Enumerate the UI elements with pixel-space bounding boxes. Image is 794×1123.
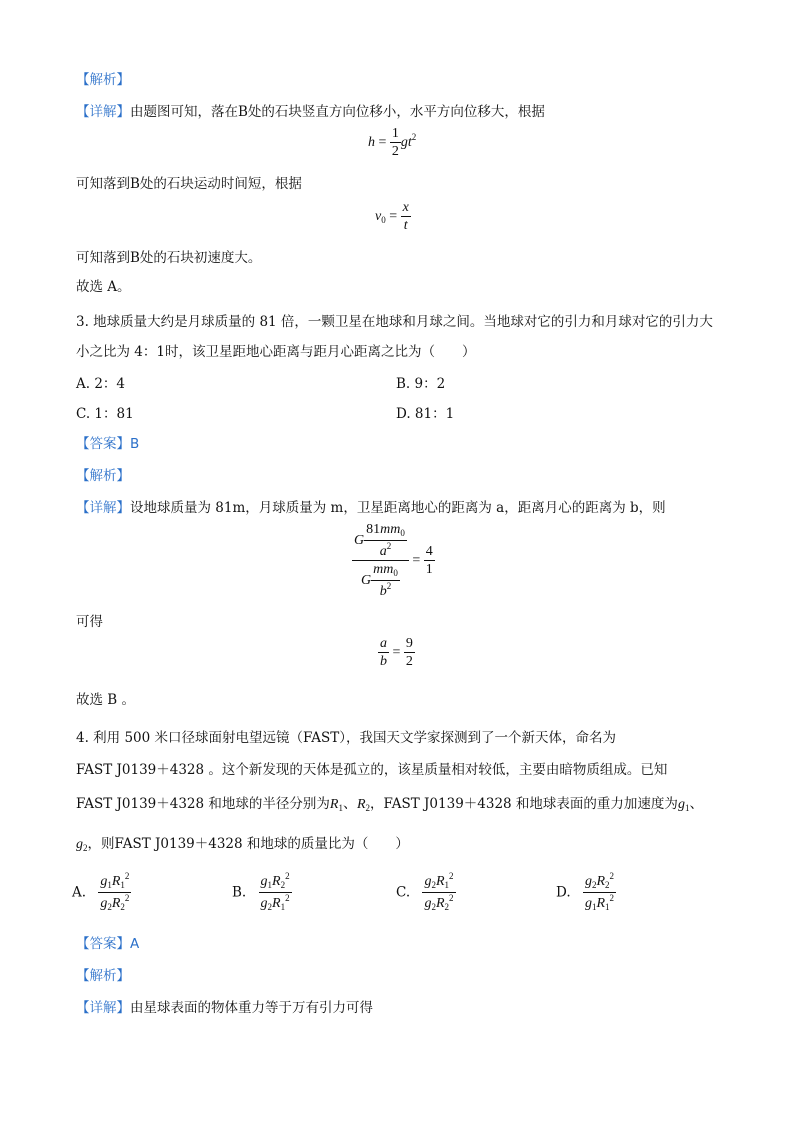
q4-jiexi-label: 【解析】 — [76, 968, 130, 984]
formula-v0-x-over-t: $v_0$ = $\frac{x}{t}$ — [375, 200, 409, 234]
q3-stem-line-1: 3. 地球质量大约是月球质量的 81 倍，一颗卫星在地球和月球之间。当地球对它的引力和月球对它的引力大 — [76, 314, 713, 330]
q4-stem-line-4-text: ，则FAST J0139＋4328 和地球的质量比为（ ） — [87, 836, 409, 852]
q3-conclusion: 故选 B 。 — [76, 692, 136, 708]
q3-detail-line — [76, 496, 666, 516]
formula-gravity-ratio: G $\frac{81mm_0}{a^2}$ G $\frac{mm_0}{b^2}$ = $\frac{4}{1}$ — [354, 522, 433, 600]
q4-stem-line-4: $g_2$，则FAST J0139＋4328 和地球的质量比为（ ） — [76, 836, 409, 853]
q4-stem-line-3b: ，FAST J0139＋4328 和地球表面的重力加速度为 — [370, 796, 678, 812]
q3-option-b: B. 9：2 — [396, 376, 446, 392]
q3-option-d: D. 81：1 — [396, 406, 455, 422]
jiexi-label: 【解析】 — [76, 72, 130, 88]
q3-option-c: C. 1：81 — [76, 406, 134, 422]
detail-line-1 — [76, 100, 545, 120]
q3-stem-line-2: 小之比为 4：1时，该卫星距地心距离与距月心距离之比为（ ） — [76, 344, 476, 360]
q4-stem-line-2: FAST J0139＋4328 。这个新发现的天体是孤立的，该星质量相对较低，主要由暗物质组成。已知 — [76, 762, 668, 778]
q4-option-d: D. $\frac{g_2R_2^2}{g_1R_1^2}$ — [556, 871, 614, 912]
q3-detail-text: 设地球质量为 81m，月球质量为 m，卫星距离地心的距离为 a，距离月心的距离为 b，则 — [130, 500, 666, 516]
q4-detail-text: 由星球表面的物体重力等于万有引力可得 — [130, 1000, 373, 1016]
q4-stem-line-1: 4. 利用 500 米口径球面射电望远镜（FAST），我国天文学家探测到了一个新天体，命名为 — [76, 730, 616, 746]
conclusion: 故选 A。 — [76, 279, 131, 295]
q4-stem-line-3a: FAST J0139＋4328 和地球的半径分别为 — [76, 796, 330, 812]
q4-detail-line — [76, 996, 373, 1016]
q3-option-a: A. 2：4 — [76, 376, 126, 392]
q4-option-b: B. $\frac{g_1R_2^2}{g_2R_1^2}$ — [232, 871, 290, 912]
q3-answer: 【答案】B — [76, 436, 140, 452]
detail-text: 由题图可知，落在B处的石块竖直方向位移小，水平方向位移大，根据 — [130, 104, 545, 120]
detail-line-3: 可知落到B处的石块初速度大。 — [76, 250, 262, 266]
q4-stem-line-3: FAST J0139＋4328 和地球的半径分别为$R_1$、$R_2$，FAST J0139＋4328 和地球表面的重力加速度为$g_1$、 — [76, 796, 704, 813]
q4-xiangjie-label: 【详解】 — [76, 1000, 130, 1016]
formula-a-over-b: $\frac{a}{b}$ = $\frac{9}{2}$ — [380, 636, 413, 670]
q4-option-a: A. $\frac{g_1R_1^2}{g_2R_2^2}$ — [72, 871, 130, 912]
formula-h-half-gt2: h = $\frac{1}{2}$ $gt^2$ — [368, 126, 417, 160]
q3-jiexi-label: 【解析】 — [76, 468, 130, 484]
detail-line-2: 可知落到B处的石块运动时间短，根据 — [76, 176, 302, 192]
q3-xiangjie-label: 【详解】 — [76, 500, 130, 516]
q3-kede: 可得 — [76, 614, 103, 630]
q4-option-c: C. $\frac{g_2R_1^2}{g_2R_2^2}$ — [396, 871, 454, 912]
q4-answer: 【答案】A — [76, 936, 140, 952]
xiangjie-label: 【详解】 — [76, 104, 130, 120]
